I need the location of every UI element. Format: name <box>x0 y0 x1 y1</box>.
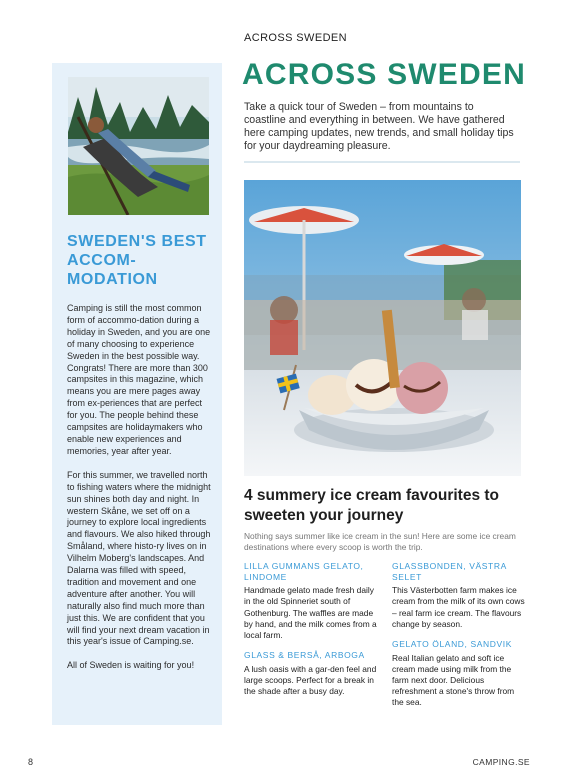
entries-left-column <box>244 561 379 706</box>
entries-right-column <box>392 561 527 718</box>
divider <box>244 161 520 163</box>
article-title: 4 summery ice cream favourites to sweeten your journey <box>244 487 500 524</box>
sidebar-heading: SWEDEN'S BEST ACCOM-MODATION <box>67 233 207 288</box>
sidebar-paragraph: All of Sweden is waiting for you! <box>67 660 195 671</box>
sidebar-body <box>67 303 213 684</box>
entry-text: A lush oasis with a gar-den feel and large scoops. Perfect for a break in the shade after a busy day. <box>244 663 377 697</box>
sidebar-paragraph: Camping is still the most common form of accommo-dation during a holiday in Sweden, and you are one of many choosing to experience Sweden in the best possible way. Congrats! There are more than 300 campsites in this magazine, which means you are mere pages away from ex-periences that are perfect for you. The people behind these campsites are holidaymakers who enable new experiences and memories, year after year. <box>67 303 211 456</box>
page-number: 8 <box>28 757 34 767</box>
entry-text: Real Italian gelato and soft ice cream made using milk from the farm next door. Delicious refreshment a stone's throw from the sea. <box>392 652 515 708</box>
article-lede: Nothing says summer like ice cream in the sun! Here are some ice cream destinations where every scoop is worth the trip. <box>244 531 516 552</box>
entry-title: GLASS & BERSÅ, ARBOGA <box>244 650 365 661</box>
ice-cream-photo <box>244 180 521 476</box>
page-intro: Take a quick tour of Sweden – from mountains to coastline and everything in between. We have gathered here camping updates, new trends, and small holiday tips for your daydreaming pleasure. <box>244 101 514 152</box>
entry-text: Handmade gelato made fresh daily in the old Spinneriet south of Gothenburg. The waffles are made by hand, and the milk comes from a local farm. <box>244 585 377 640</box>
page-title: ACROSS SWEDEN <box>242 58 526 91</box>
hammock-photo <box>68 77 209 215</box>
site-name: CAMPING.SE <box>472 757 530 767</box>
sidebar-paragraph: For this summer, we travelled north to fishing waters where the midnight sun shines both day and night. In western Skåne, we set off on a journey to explore local ingredients and flavours. We also hiked through Småland, where histo-ry lives on in Vilhelm Moberg's landscapes. And Dalarna was filled with speed, tradition and movement and one adventure after another. You will naturally also find much more than just this. We are confident that you will find your next dream vacation in this year's issue of Camping.se. <box>67 469 211 647</box>
entry-title: GELATO ÖLAND, SANDVIK <box>392 639 512 649</box>
entry-title: GLASSBONDEN, VÄSTRA SELET <box>392 561 507 582</box>
entry-text: This Västerbotten farm makes ice cream from the milk of its own cows – real farm ice cream. The flavours change by season. <box>392 585 525 629</box>
running-head: ACROSS SWEDEN <box>244 32 347 44</box>
entry-title: LILLA GUMMANS GELATO, LINDOME <box>244 561 364 582</box>
